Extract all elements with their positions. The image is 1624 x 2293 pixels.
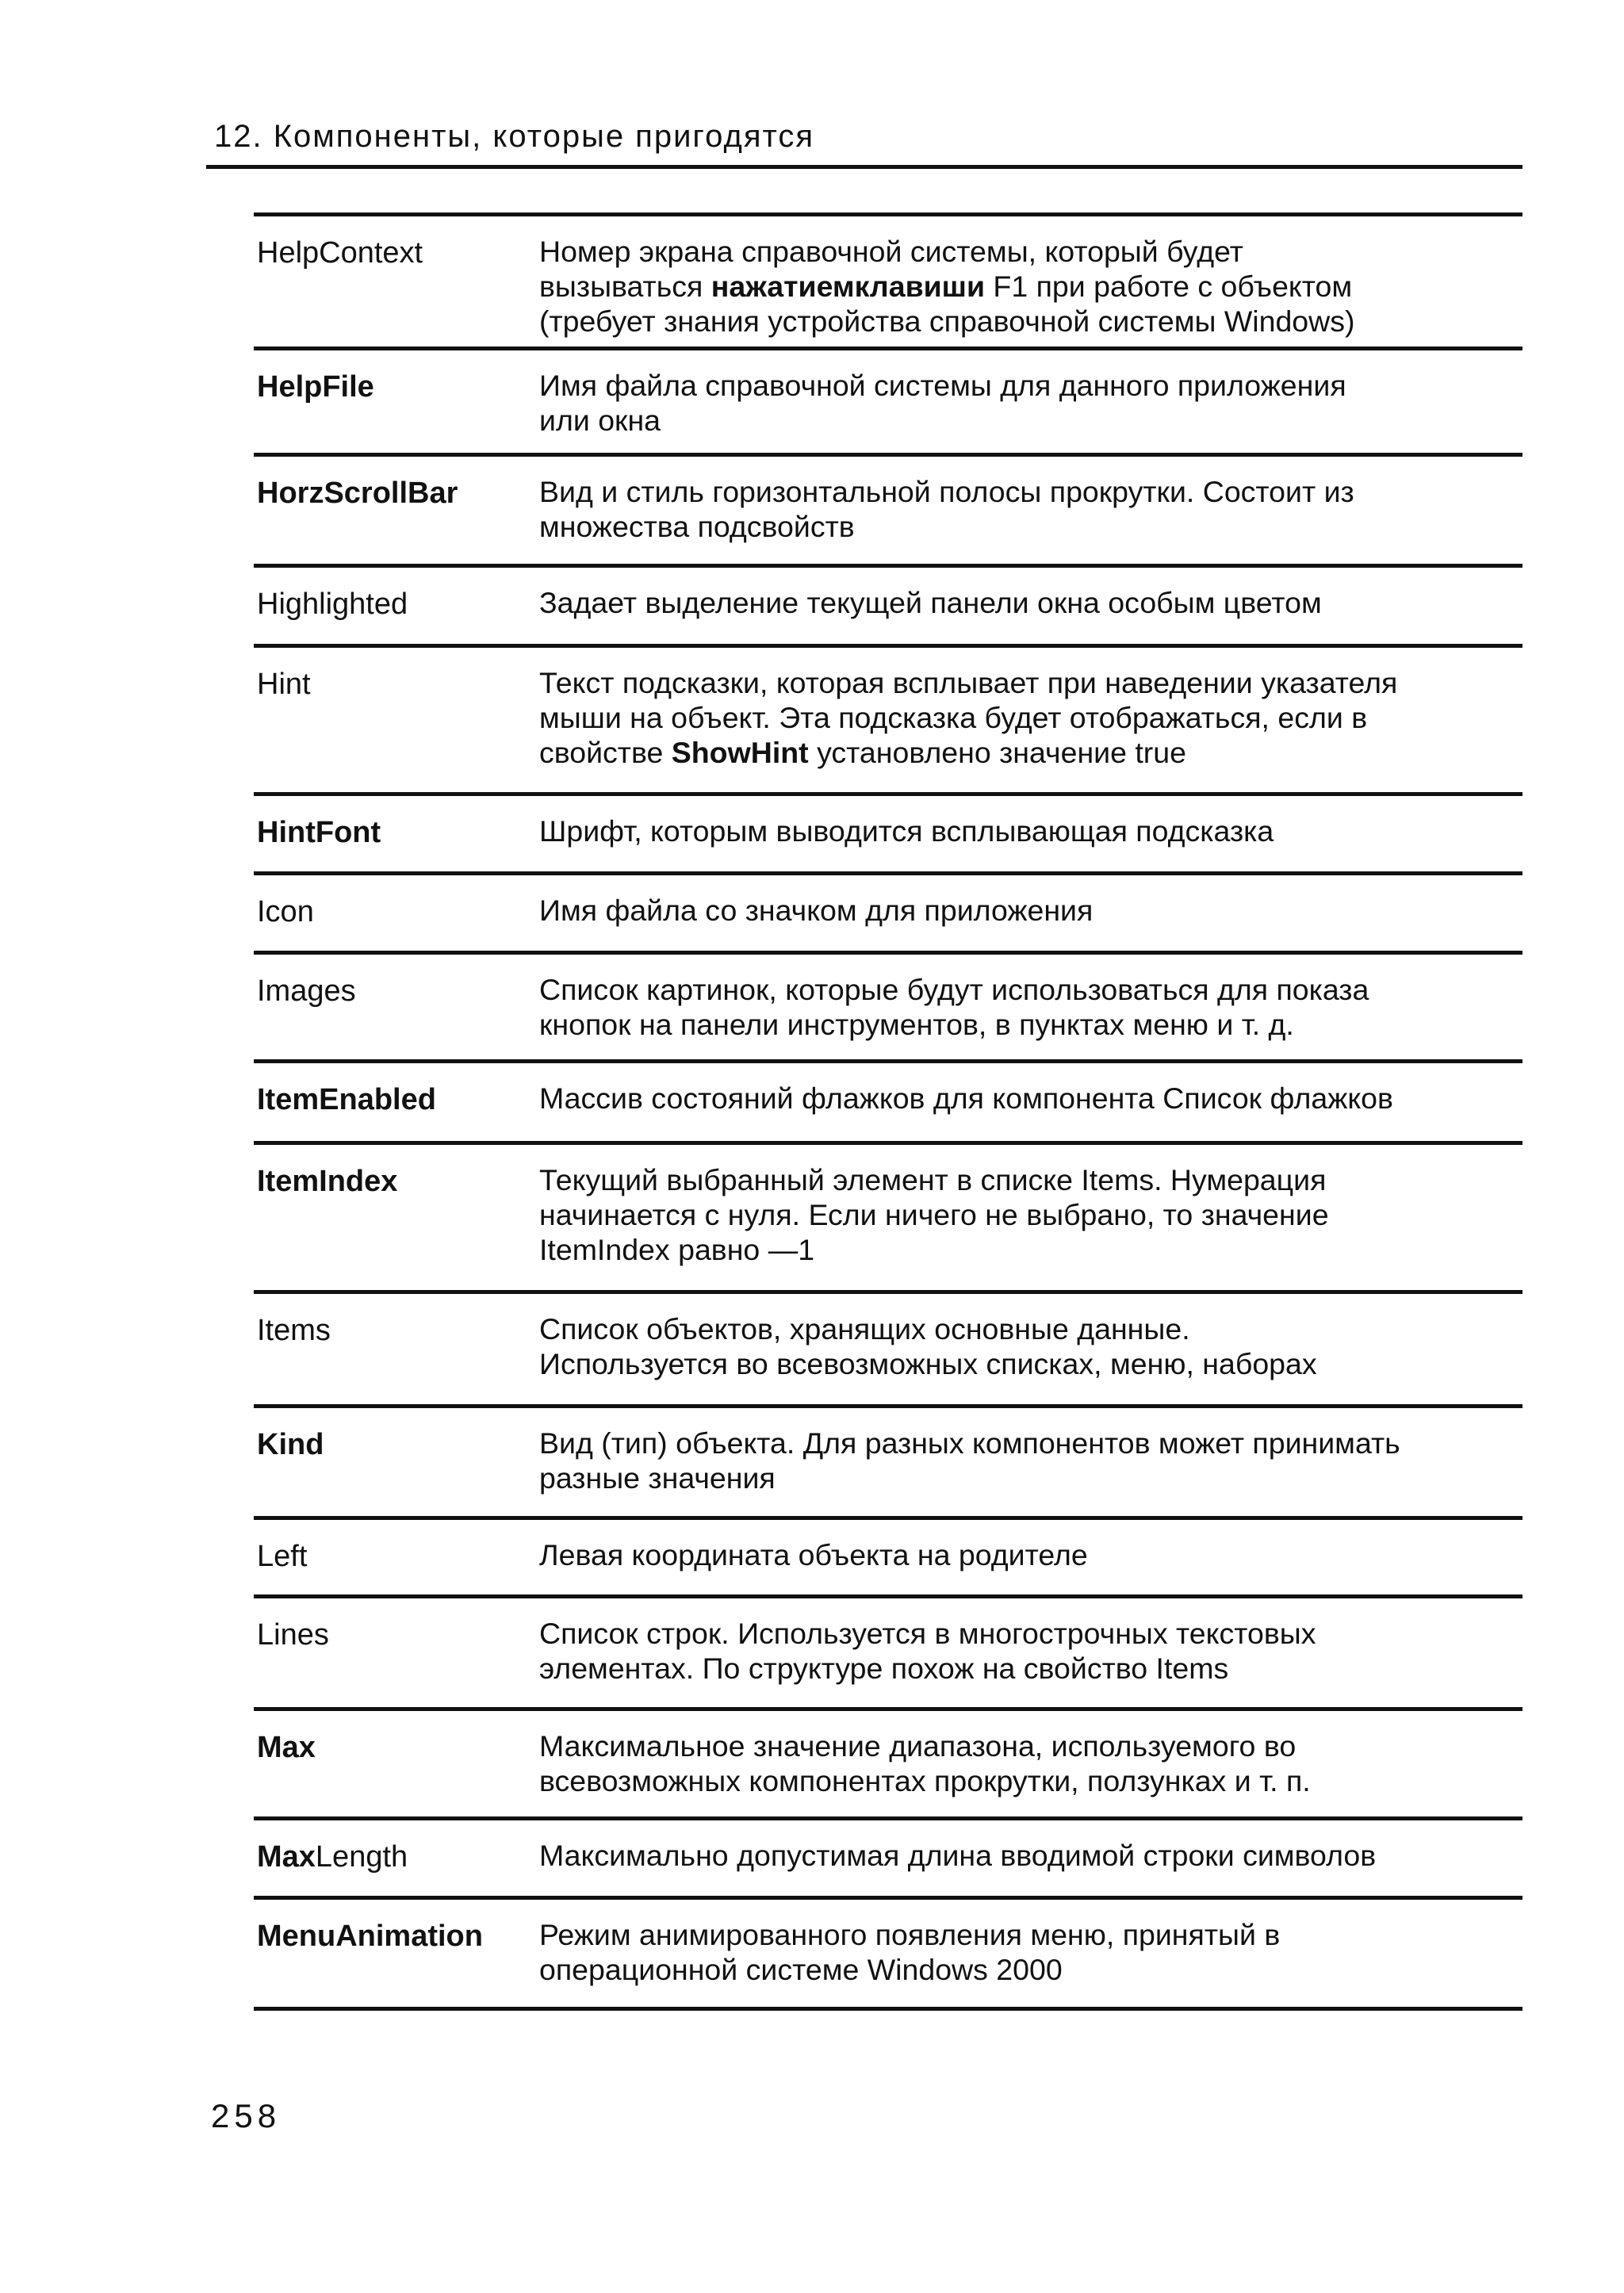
- property-name: Hint: [257, 668, 311, 701]
- table-row: [254, 1711, 1522, 1820]
- property-description: Имя файла справочной системы для данного приложения или окна: [539, 369, 1346, 437]
- running-head: 12. Компоненты, которые пригодятся: [214, 119, 815, 154]
- property-name: MaxLength: [257, 1840, 408, 1874]
- table-row: [254, 1145, 1522, 1294]
- table-row: [254, 1520, 1522, 1598]
- property-name: Items: [257, 1314, 331, 1347]
- table-row: [254, 216, 1522, 350]
- property-name: Lines: [257, 1618, 329, 1652]
- property-name: HelpFile: [257, 370, 374, 404]
- property-name: Icon: [257, 895, 314, 928]
- property-table: [254, 212, 1522, 2011]
- property-description: Левая координата объекта на родителе: [539, 1538, 1088, 1571]
- property-description: Массив состояний флажков для компонента Список флажков: [539, 1081, 1393, 1115]
- table-row: [254, 1598, 1522, 1711]
- property-description: Текст подсказки, которая всплывает при наведении указателя мыши на объект. Эта подсказка будет отображаться, если в свойстве ShowHint установлено значение true: [539, 666, 1398, 769]
- property-description: Имя файла со значком для приложения: [539, 894, 1094, 927]
- table-row: [254, 350, 1522, 457]
- property-description: Максимально допустимая длина вводимой строки символов: [539, 1839, 1377, 1872]
- property-description: Задает выделение текущей панели окна особым цветом: [539, 586, 1322, 619]
- property-description: Текущий выбранный элемент в списке Items. Нумерация начинается с нуля. Если ничего не выбрано, то значение ItemIndex равно —1: [539, 1163, 1329, 1266]
- property-name: MenuAnimation: [257, 1920, 483, 1953]
- table-row: [254, 457, 1522, 568]
- property-name: Max: [257, 1731, 316, 1764]
- table-row: [254, 796, 1522, 875]
- table-row: [254, 1820, 1522, 1900]
- property-name: HorzScrollBar: [257, 477, 458, 510]
- property-description: Максимальное значение диапазона, используемого во всевозможных компонентах прокрутки, ползунках и т. п.: [539, 1729, 1311, 1797]
- property-description: Номер экрана справочной системы, который будет вызываться нажатиемклавиши F1 при работе с объектом (требует знания устройства справочной системы Windows): [539, 235, 1355, 338]
- property-description: Вид и стиль горизонтальной полосы прокрутки. Состоит из множества подсвойств: [539, 475, 1354, 543]
- property-description: Список строк. Используется в многострочных текстовых элементах. По структуре похож на свойство Items: [539, 1617, 1316, 1685]
- table-row: [254, 1063, 1522, 1145]
- property-name: HelpContext: [257, 236, 423, 270]
- table-row: [254, 955, 1522, 1063]
- property-name: ItemEnabled: [257, 1083, 436, 1116]
- page-number: 258: [211, 2097, 282, 2134]
- table-row: [254, 875, 1522, 955]
- property-description: Шрифт, которым выводится всплывающая подсказка: [539, 814, 1274, 848]
- property-name: Left: [257, 1540, 308, 1573]
- table-row: [254, 1294, 1522, 1408]
- property-name: Kind: [257, 1428, 324, 1461]
- table-row: [254, 648, 1522, 796]
- property-name: Highlighted: [257, 588, 408, 621]
- property-name: Images: [257, 974, 356, 1008]
- table-row: [254, 568, 1522, 648]
- property-description: Список объектов, хранящих основные данные. Используется во всевозможных списках, меню, наборах: [539, 1312, 1317, 1380]
- property-name: HintFont: [257, 816, 381, 849]
- table-row: [254, 1900, 1522, 2011]
- property-description: Режим анимированного появления меню, принятый в операционной системе Windows 2000: [539, 1918, 1281, 1986]
- property-description: Список картинок, которые будут использоваться для показа кнопок на панели инструментов, в пунктах меню и т. д.: [539, 973, 1369, 1041]
- property-name: ItemIndex: [257, 1165, 398, 1198]
- table-row: [254, 1408, 1522, 1520]
- property-description: Вид (тип) объекта. Для разных компонентов может принимать разные значения: [539, 1426, 1400, 1495]
- header-rule: [206, 165, 1522, 169]
